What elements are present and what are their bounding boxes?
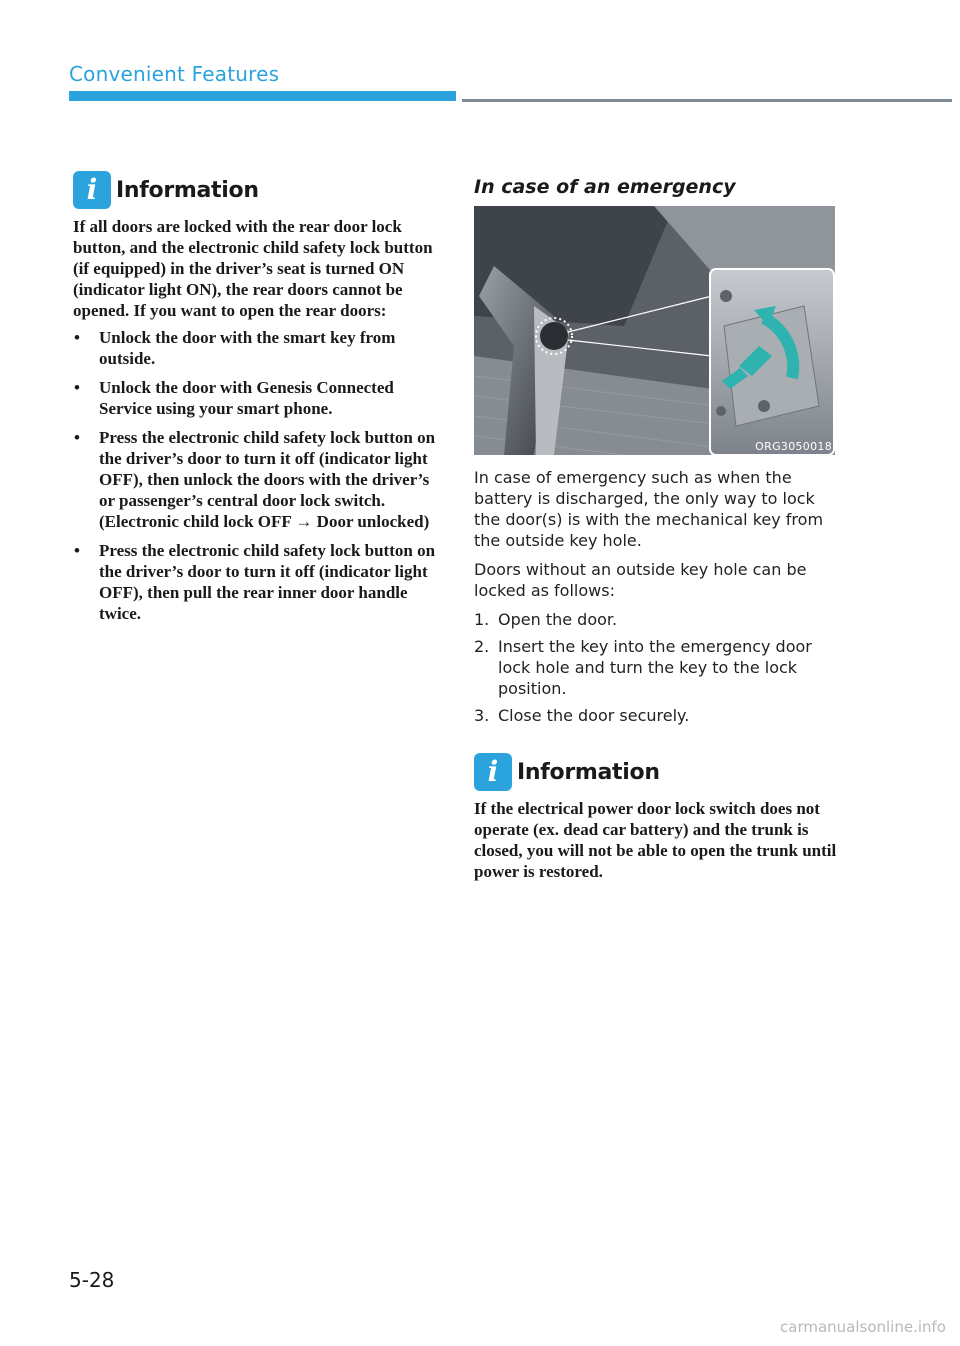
info-icon: i	[474, 753, 512, 791]
info-title: Information	[116, 177, 259, 203]
right-column	[474, 170, 839, 882]
left-column	[73, 170, 438, 632]
list-item	[474, 609, 839, 630]
section-title: Convenient Features	[69, 62, 280, 86]
step-number: 3.	[474, 706, 490, 725]
list-item: • Press the electronic child safety lock button on the driver’s door to turn it off (indicator light OFF), then pull the rear inner door handle twice.	[73, 540, 438, 624]
step-text: Insert the key into the emergency door lock hole and turn the key to the lock position.	[498, 637, 812, 698]
page-number: 5-28	[69, 1268, 115, 1292]
step-number: 2.	[474, 637, 490, 656]
step-text: Close the door securely.	[498, 706, 690, 725]
door-lock-illustration	[474, 206, 835, 455]
list-item	[474, 705, 839, 726]
watermark: carmanualsonline.info	[780, 1318, 946, 1336]
figure-code: ORG3050018	[755, 440, 832, 453]
info-title: Information	[517, 759, 660, 785]
list-item: • Unlock the door with the smart key from outside.	[73, 327, 438, 369]
step-text: Open the door.	[498, 610, 618, 629]
list-item	[474, 636, 839, 699]
emergency-paragraph: Doors without an outside key hole can be locked as follows:	[474, 560, 807, 600]
info-icon: i	[73, 171, 111, 209]
door-lock-illustration-drawing	[474, 206, 835, 455]
emergency-body	[474, 467, 839, 726]
steps-list	[474, 609, 839, 726]
list-item: • Press the electronic child safety lock button on the driver’s door to turn it off (indicator light OFF), then unlock the doors with the driver’s or passenger’s central door lock switch. (Electronic child lock OFF → Door unlocked)	[73, 427, 438, 532]
info-body	[73, 216, 438, 624]
list-item: • Unlock the door with Genesis Connected Service using your smart phone.	[73, 377, 438, 419]
step-number: 1.	[474, 610, 490, 629]
info-intro: If all doors are locked with the rear door lock button, and the electronic child safety lock button (if equipped) in the driver’s seat is turned ON (indicator light ON), the rear doors cannot be opened. If you want to open the rear doors:	[73, 217, 433, 320]
header-accent-bar	[69, 91, 456, 101]
section-heading: In case of an emergency	[474, 176, 736, 198]
info-box-header	[73, 170, 438, 210]
info-text: If the electrical power door lock switch does not operate (ex. dead car battery) and the trunk is closed, you will not be able to open the trunk until power is restored.	[474, 799, 837, 881]
info-box-header	[474, 752, 839, 792]
header-rule	[462, 99, 952, 102]
info-bullet-list	[73, 327, 438, 624]
emergency-paragraph: In case of emergency such as when the battery is discharged, the only way to lock the door(s) is with the mechanical key from the outside key hole.	[474, 468, 824, 550]
info-body	[474, 798, 839, 882]
